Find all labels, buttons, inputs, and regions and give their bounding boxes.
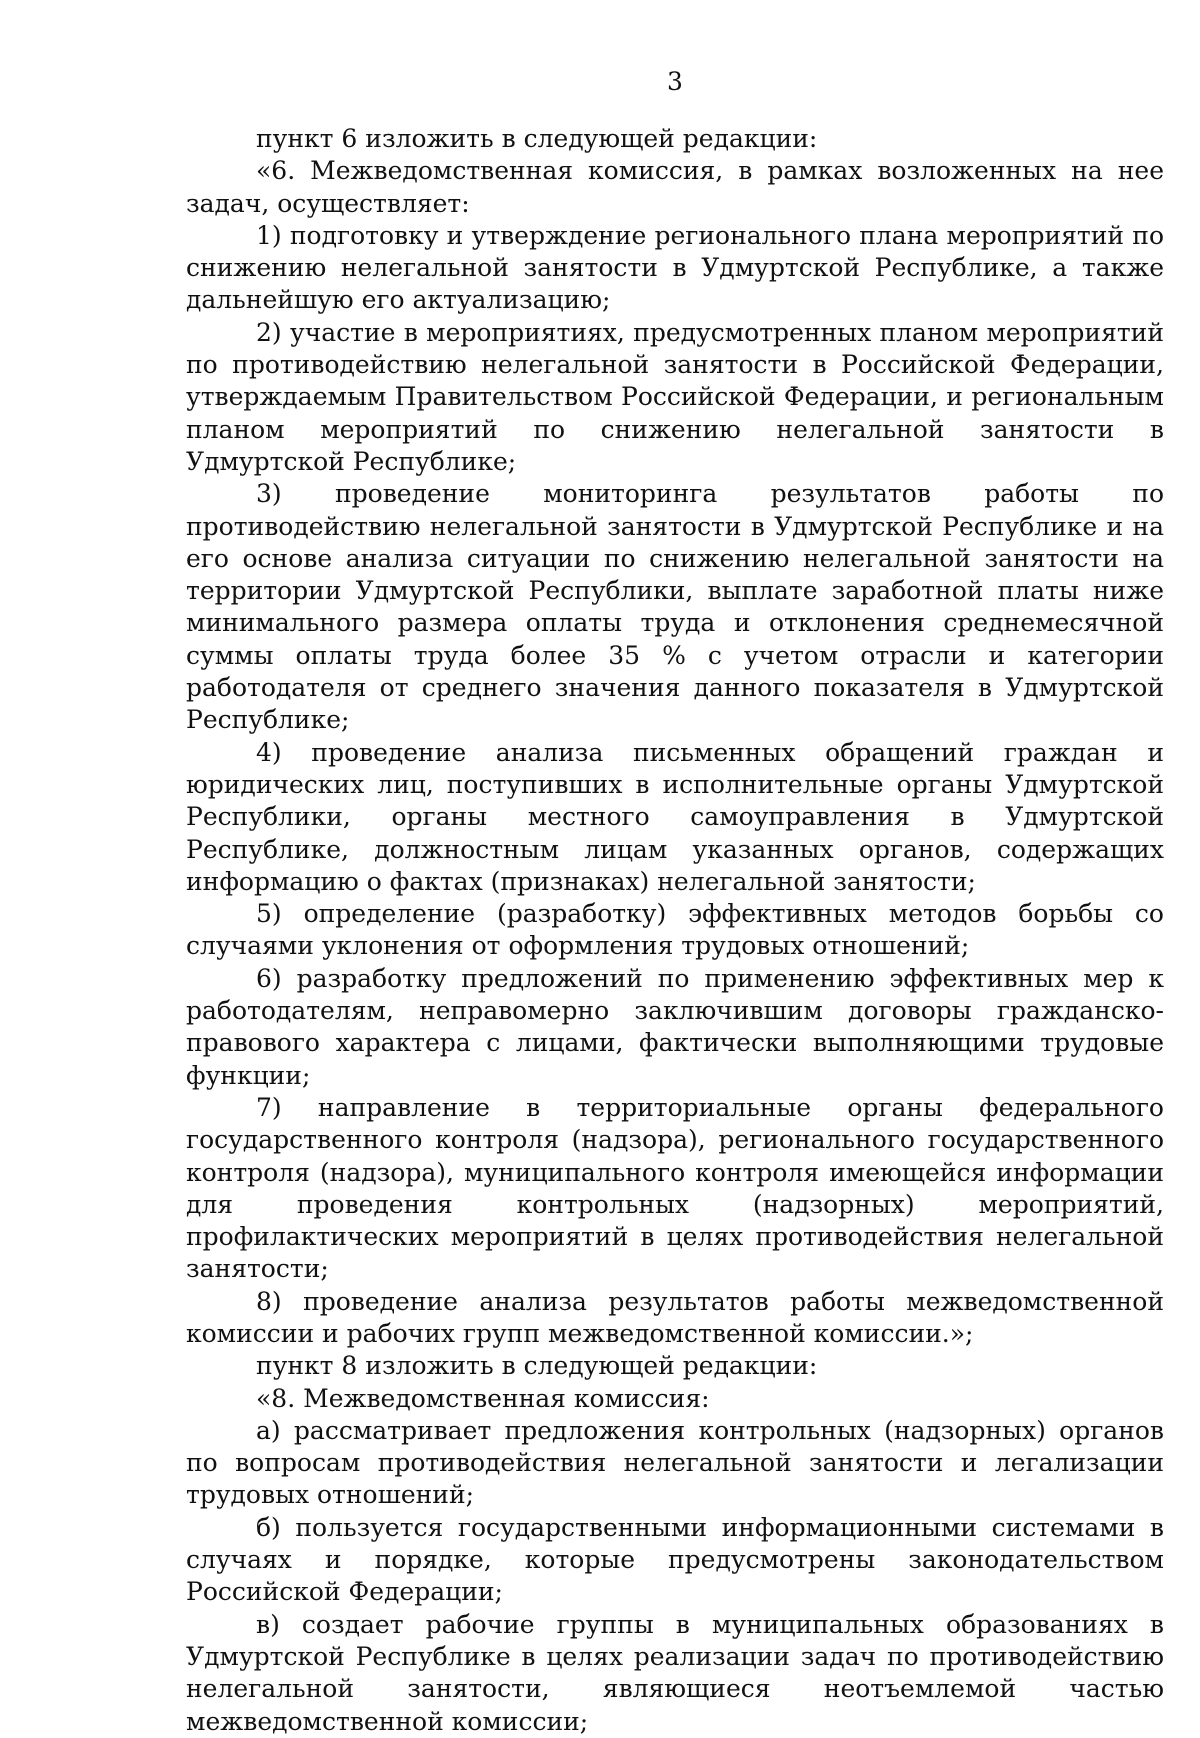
document-body (186, 123, 1164, 1738)
paragraph-item-5: 5) определение (разработку) эффективных методов борьбы со случаями уклонения от оформления трудовых отношений; (186, 899, 1164, 961)
paragraph-item-2: 2) участие в мероприятиях, предусмотренных планом мероприятий по противодействию нелегальной занятости в Российской Федерации, утверждаемым Правительством Российской Федерации, и региональным планом мероприятий по снижению нелегальной занятости в Удмуртской Республике; (186, 317, 1164, 476)
paragraph-p8-heading: «8. Межведомственная комиссия: (256, 1383, 710, 1413)
paragraph-item-8: 8) проведение анализа результатов работы межведомственной комиссии и рабочих групп межведомственной комиссии.»; (186, 1286, 1164, 1348)
paragraph-intro-p6: пункт 6 изложить в следующей редакции: (256, 124, 818, 153)
paragraph-p6-heading: «6. Межведомственная комиссия, в рамках возложенных на нее задач, осуществляет: (186, 156, 1164, 218)
paragraph-intro-p8: пункт 8 изложить в следующей редакции: (256, 1351, 818, 1381)
paragraph-item-7: 7) направление в территориальные органы федерального государственного контроля (надзора), регионального государственного контроля (надзора), муниципального контроля имеющейся информации для проведения контрольных (надзорных) мероприятий, профилактических мероприятий в целях противодействия нелегальной занятости; (186, 1092, 1164, 1284)
paragraph-item-6: 6) разработку предложений по применению эффективных мер к работодателям, неправомерно заключившим договоры гражданско-правового характера с лицами, фактически выполняющими трудовые функции; (186, 963, 1164, 1090)
paragraph-item-4: 4) проведение анализа письменных обращений граждан и юридических лиц, поступивших в исполнительные органы Удмуртской Республики, органы местного самоуправления в Удмуртской Республике, должностным лицам указанных органов, содержащих информацию о фактах (признаках) нелегальной занятости; (186, 737, 1164, 896)
paragraph-item-b: б) пользуется государственными информационными системами в случаях и порядке, которые предусмотрены законодательством Российской Федерации; (186, 1512, 1164, 1607)
paragraph-item-3: 3) проведение мониторинга результатов работы по противодействию нелегальной занятости в Удмуртской Республике и на его основе анализа ситуации по снижению нелегальной занятости на территории Удмуртской Республики, выплате заработной платы ниже минимального размера оплаты труда и отклонения среднемесячной суммы оплаты труда более 35 % с учетом отрасли и категории работодателя от среднего значения данного показателя в Удмуртской Республике; (186, 479, 1164, 735)
page-number: 3 (667, 67, 683, 96)
paragraph-item-a: а) рассматривает предложения контрольных (надзорных) органов по вопросам противодействия нелегальной занятости и легализации трудовых отношений; (186, 1415, 1164, 1510)
paragraph-item-v: в) создает рабочие группы в муниципальных образованиях в Удмуртской Республике в целях реализации задач по противодействию нелегальной занятости, являющиеся неотъемлемой частью межведомственной комиссии; (186, 1609, 1164, 1736)
paragraph-item-1: 1) подготовку и утверждение регионального плана мероприятий по снижению нелегальной занятости в Удмуртской Республике, а также дальнейшую его актуализацию; (186, 220, 1164, 315)
